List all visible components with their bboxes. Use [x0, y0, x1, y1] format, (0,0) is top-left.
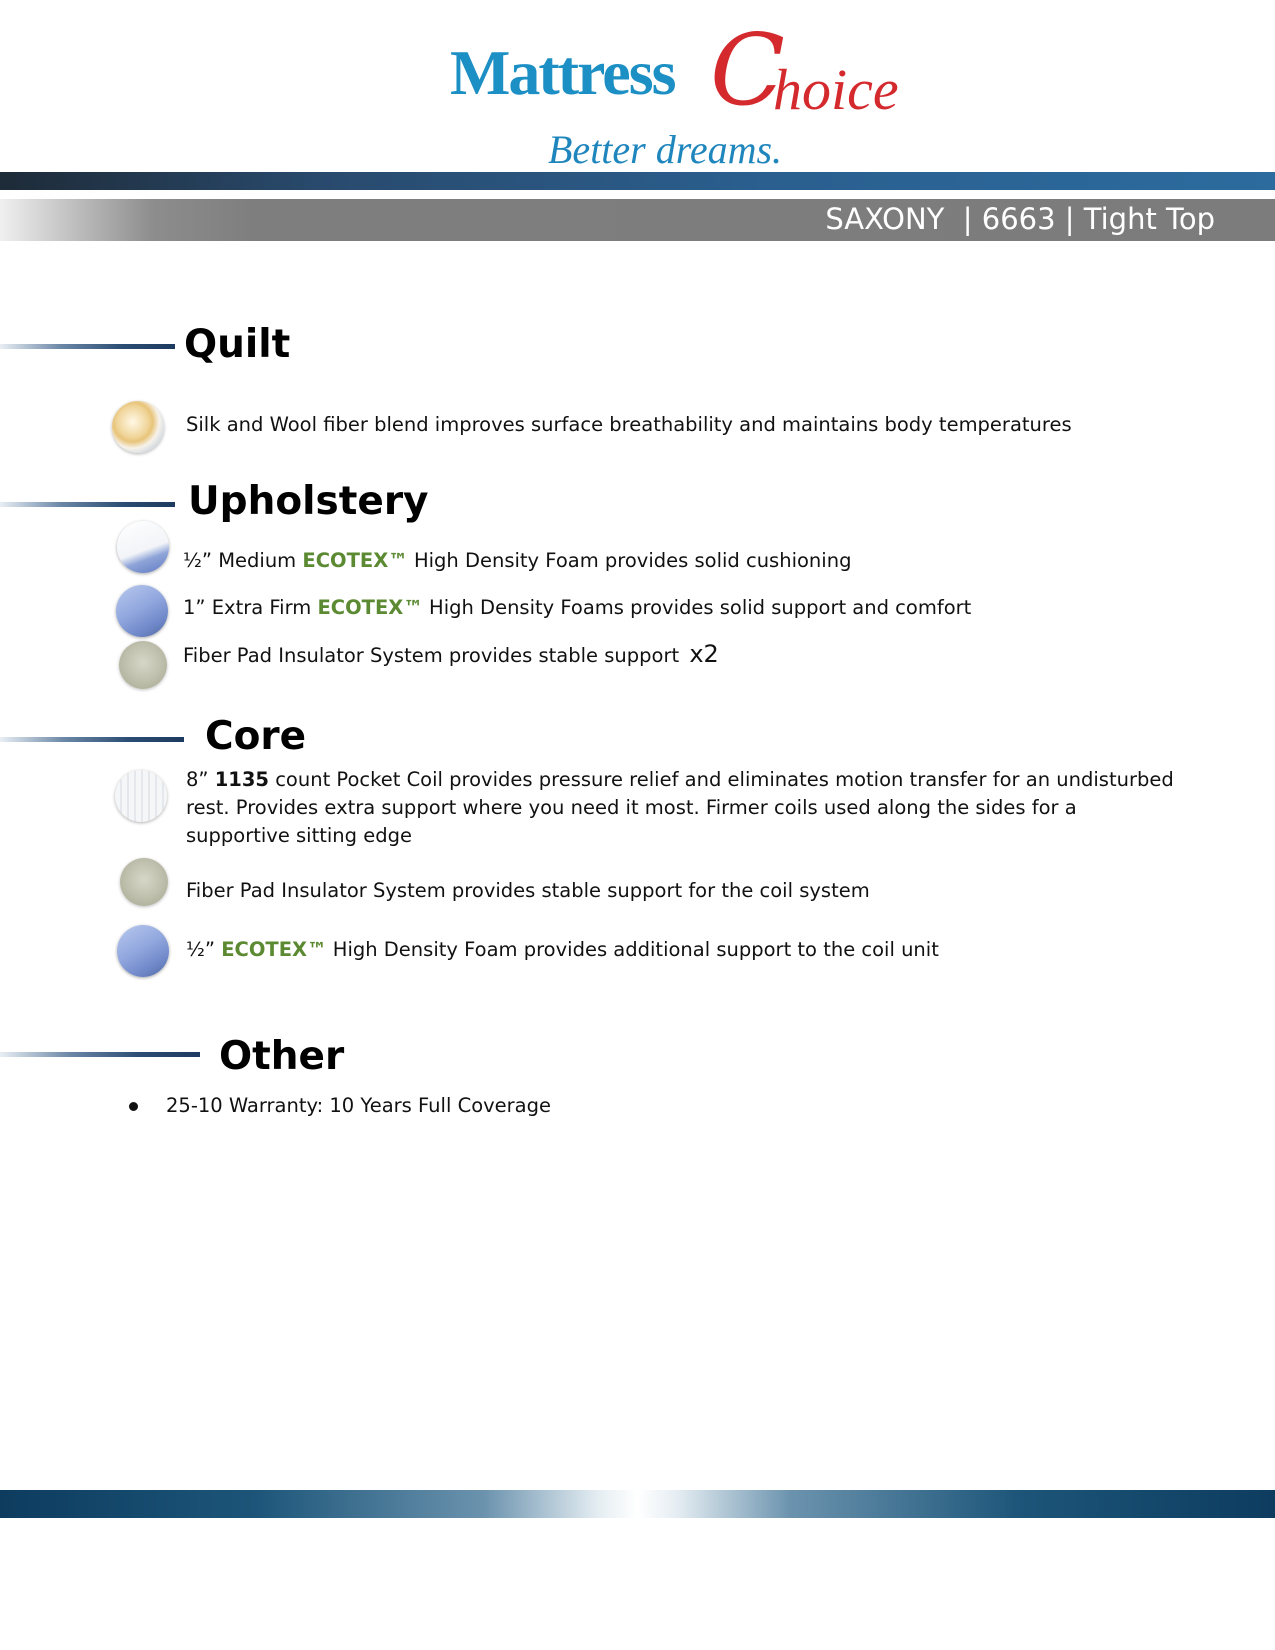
coil-count: 1135: [214, 768, 269, 791]
pocket-coil-icon: [115, 770, 167, 822]
white-foam-icon: [117, 521, 169, 573]
footer-bar: [0, 1490, 1275, 1518]
logo-wordmark-mattress: Mattress: [450, 37, 675, 108]
upholstery-item-1: [183, 547, 1183, 575]
core-item-3-prefix: ½”: [186, 938, 222, 961]
ecotex-brand-label: ECOTEX™: [221, 938, 327, 961]
section-line-quilt: [0, 344, 175, 349]
blue-foam-icon: [117, 925, 169, 977]
upholstery-item-1-prefix: ½” Medium: [183, 549, 303, 572]
core-item-3: [186, 936, 1186, 964]
core-item-1-prefix: 8”: [186, 768, 215, 791]
section-title-core: Core: [205, 714, 307, 759]
upholstery-item-1-suffix: High Density Foam provides solid cushioning: [407, 549, 852, 572]
logo-tagline: Better dreams.: [548, 127, 783, 172]
product-title-bar: [0, 199, 1275, 241]
logo-wordmark-choice: hoice: [773, 57, 899, 122]
multiplier-label: x2: [689, 640, 719, 668]
section-line-other: [0, 1052, 200, 1057]
bullet-icon: [129, 1102, 138, 1111]
product-title: SAXONY | 6663 | Tight Top: [825, 202, 1215, 236]
upholstery-item-2-prefix: 1” Extra Firm: [183, 596, 318, 619]
core-item-1: [186, 766, 1186, 850]
logo-wordmark-choice-initial: C: [710, 14, 785, 128]
section-title-other: Other: [219, 1034, 345, 1079]
section-title-quilt: Quilt: [184, 322, 291, 367]
core-item-3-suffix: High Density Foam provides additional support to the coil unit: [326, 938, 939, 961]
upholstery-item-3-text: Fiber Pad Insulator System provides stable support: [183, 644, 680, 667]
brand-logo: [445, 14, 925, 172]
ecotex-brand-label: ECOTEX™: [317, 596, 423, 619]
fiber-pad-icon: [119, 641, 167, 689]
fiber-pad-icon: [120, 858, 168, 906]
core-item-2: Fiber Pad Insulator System provides stable support for the coil system: [186, 879, 870, 902]
header-divider-bar: [0, 172, 1275, 190]
warranty-text: 25-10 Warranty: 10 Years Full Coverage: [166, 1094, 552, 1117]
quilt-item-text: Silk and Wool fiber blend improves surface breathability and maintains body temperatures: [186, 413, 1072, 436]
upholstery-item-2: [183, 594, 1183, 622]
section-title-upholstery: Upholstery: [188, 479, 429, 524]
blue-foam-icon: [116, 585, 168, 637]
upholstery-item-3: [183, 640, 1183, 670]
wool-fiber-icon: [112, 401, 164, 453]
section-line-core: [0, 737, 184, 742]
upholstery-item-2-suffix: High Density Foams provides solid support and comfort: [422, 596, 972, 619]
ecotex-brand-label: ECOTEX™: [302, 549, 408, 572]
section-line-upholstery: [0, 502, 175, 507]
core-item-1-suffix: count Pocket Coil provides pressure relief and eliminates motion transfer for an undisturbed rest. Provides extra support where you need it most. Firmer coils used along the sides for a supportive sitting edge: [186, 768, 1174, 847]
